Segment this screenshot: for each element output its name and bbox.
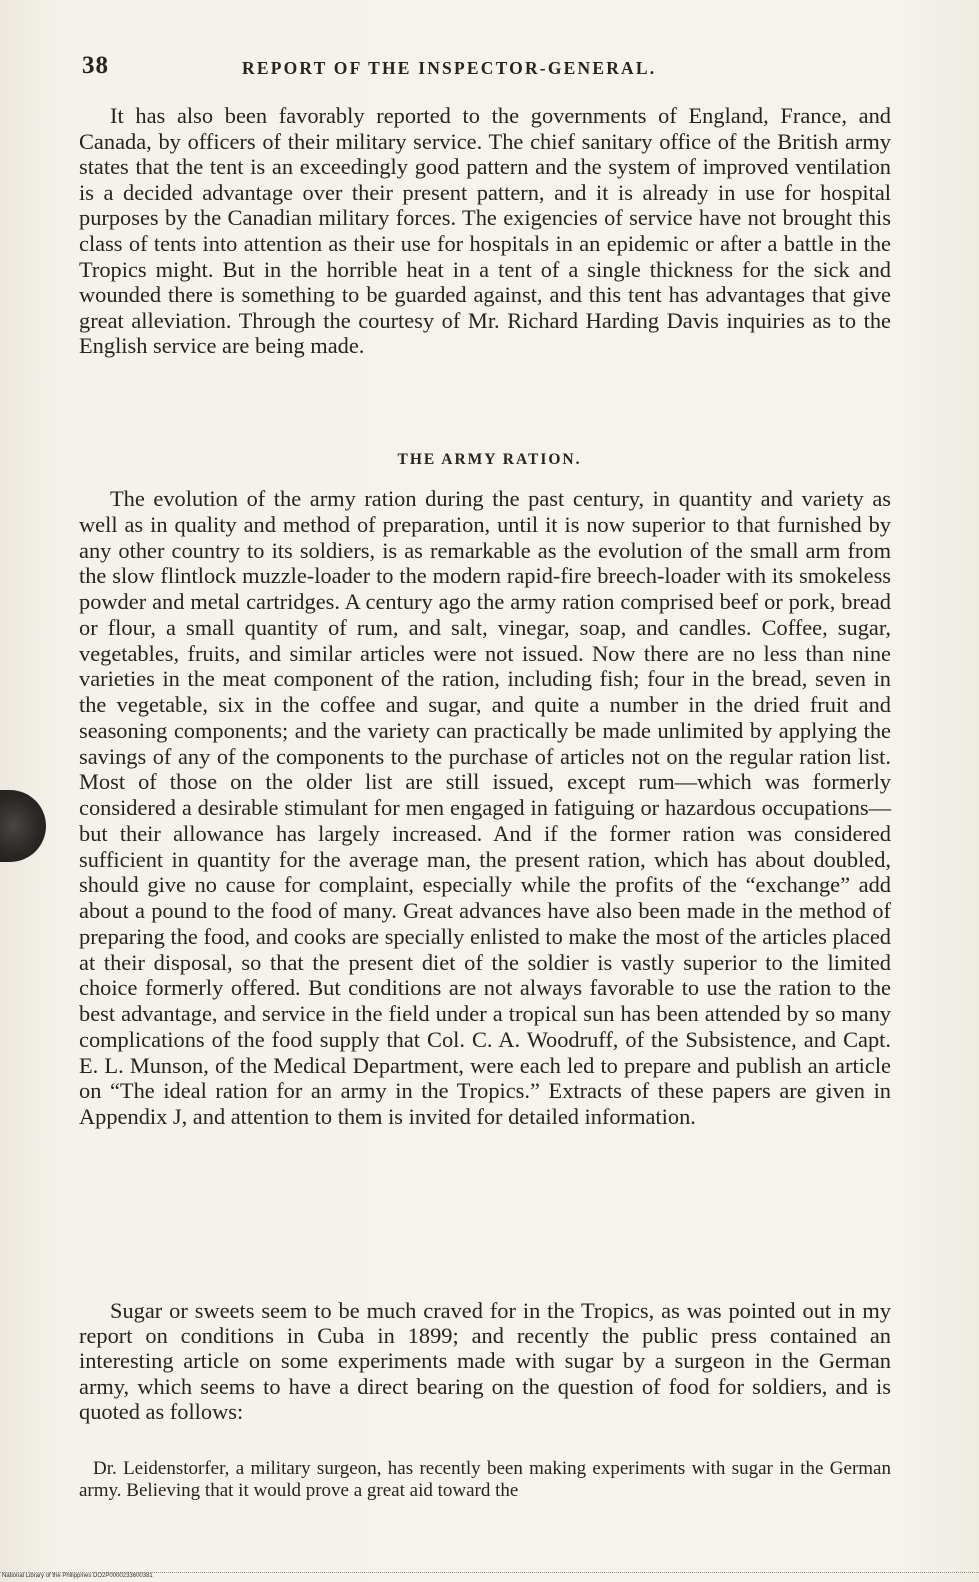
footer-credit: National Library of the Philippines DO2P0000233600381	[2, 1573, 153, 1579]
page-number: 38	[82, 52, 109, 79]
section-heading: THE ARMY RATION.	[397, 451, 582, 468]
scan-edge-shadow	[0, 790, 46, 862]
page-header	[82, 52, 892, 88]
paragraph-sugar-sweets: Sugar or sweets seem to be much craved for in the Tropics, as was pointed out in my report on conditions in Cuba in 1899; and recently the public press contained an interesting article on some experiments made with sugar by a surgeon in the German army, which seems to have a direct bearing on the question of food for soldiers, and is quoted as follows:	[79, 1298, 891, 1424]
running-head: REPORT OF THE INSPECTOR-GENERAL.	[242, 58, 657, 78]
block-quote: Dr. Leidenstorfer, a military surgeon, has recently been making experiments with sugar in the German army. Believing that it would prove a great aid toward the	[79, 1458, 891, 1501]
paragraph-army-ration: The evolution of the army ration during the past century, in quantity and variety as well as in quality and method of preparation, until it is now superior to that furnished by any other country to its soldiers, is as remarkable as the evolution of the small arm from the slow flintlock muzzle-loader to the modern rapid-fire breech-loader with its smokeless powder and metal cartridges. A century ago the army ration comprised beef or pork, bread or flour, a small quantity of rum, and salt, vinegar, soap, and candles. Coffee, sugar, vegetables, fruits, and similar articles were not issued. Now there are no less than nine varieties in the meat component of the ration, including fish; four in the bread, seven in the vegetable, six in the coffee and sugar, and quite a number in the dried fruit and seasoning components; and the variety can practically be made unlimited by applying the savings of any of the components to the purchase of articles not on the regular ration list. Most of those on the older list are still issued, except rum—which was formerly considered a desirable stimulant for men engaged in fatiguing or hazardous occupations—but their allowance has largely increased. And if the former ration was considered sufficient in quantity for the average man, the present ration, which has about doubled, should give no cause for complaint, especially while the profits of the “exchange” add about a pound to the food of many. Great advances have also been made in the method of preparing the food, and cooks are specially enlisted to make the most of the articles placed at their disposal, so that the present diet of the soldier is vastly superior to the limited choice formerly offered. But conditions are not always favorable to use the ration to the best advantage, and service in the field under a tropical sun has been attended by so many complications of the food supply that Col. C. A. Woodruff, of the Subsistence, and Capt. E. L. Munson, of the Medical Department, were each led to prepare and publish an article on “The ideal ration for an army in the Tropics.” Extracts of these papers are given in Appendix J, and attention to them is invited for detailed information.	[79, 486, 891, 1129]
paragraph-tent-report: It has also been favorably reported to the governments of England, France, and Canada, by officers of their military service. The chief sanitary office of the British army states that the tent is an exceedingly good pattern and the system of improved ventilation is a decided advantage over their present pattern, and it is already in use for hospital purposes by the Canadian military forces. The exigencies of service have not brought this class of tents into attention as their use for hospitals in an epidemic or after a battle in the Tropics might. But in the horrible heat in a tent of a single thickness for the sick and wounded there is something to be guarded against, and this tent has advantages that give great alleviation. Through the courtesy of Mr. Richard Harding Davis inquiries as to the English service are being made.	[79, 103, 891, 359]
